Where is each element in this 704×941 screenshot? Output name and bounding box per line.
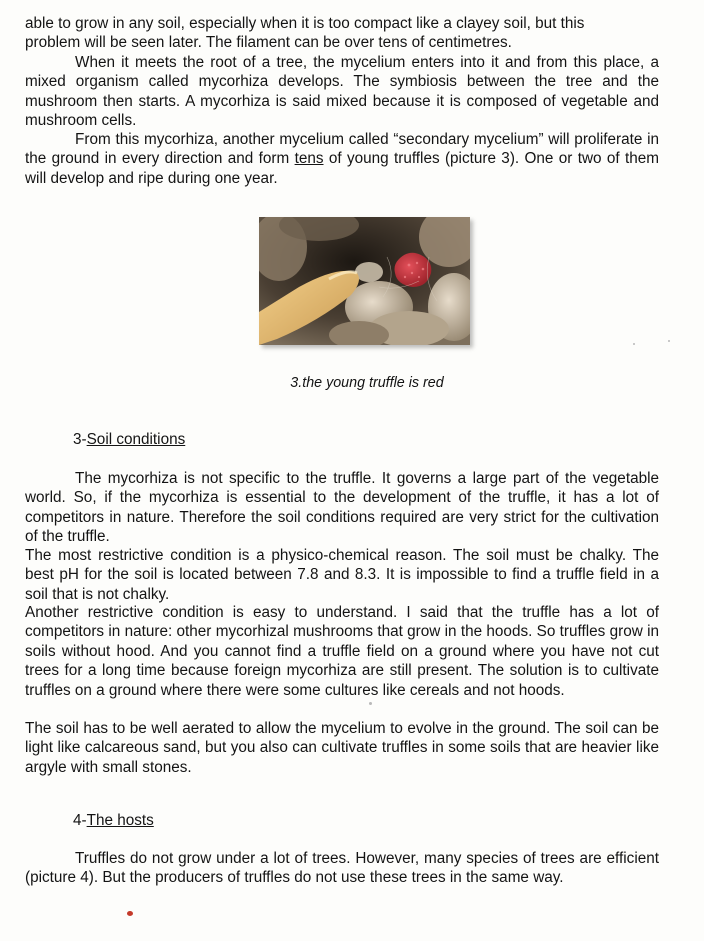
ink-spot	[127, 911, 133, 916]
scan-speck	[369, 702, 372, 705]
soil-paragraph-4-text: The soil has to be well aerated to allow the mycelium to evolve in the ground. The soil can be light like calcareous sand, but you also can cultivate truffles in some soils that are heavier like argyle with small stones.	[25, 720, 659, 776]
section-number: 3-	[73, 431, 87, 448]
soil-paragraph-2-text: The most restrictive condition is a physico-chemical reason. The soil must be chalky. The best pH for the soil is located between 7.8 and 8.3. It is impossible to find a truffle field in a soil that is not chalky.	[25, 547, 659, 603]
soil-paragraph-1-text: The mycorhiza is not specific to the truffle. It governs a large part of the vegetable world. So, if the mycorhiza is essential to the development of the truffle, it has a lot of competitors in nature. Therefore the soil conditions required are very strict for the cultivation of the truffle.	[25, 470, 659, 546]
underlined-word-tens: tens	[294, 150, 324, 168]
soil-paragraph-3	[25, 603, 659, 700]
section-title: Soil conditions	[86, 431, 186, 448]
secondary-mycelium-text-before: From this mycorhiza, another mycelium called “secondary mycelium” will proliferate in the ground in every direction and form	[25, 131, 659, 168]
mycorhiza-formation-paragraph	[25, 53, 659, 131]
scan-speck	[668, 340, 670, 342]
intro-line-2: problem will be seen later. The filament can be over tens of centimetres.	[25, 34, 512, 52]
intro-continued-paragraph	[25, 14, 659, 53]
section-number: 4-	[73, 812, 87, 829]
young-truffle-photo	[259, 217, 470, 345]
secondary-mycelium-text-after: of young truffles (picture 3). One or two of them will develop and ripe during one year.	[25, 150, 659, 187]
hosts-paragraph-text: Truffles do not grow under a lot of trees. However, many species of trees are efficient (picture 4). But the producers of truffles do not use these trees in the same way.	[25, 850, 659, 887]
mycorhiza-formation-text: When it meets the root of a tree, the mycelium enters into it and from this place, a mixed organism called mycorhiza develops. The symbiosis between the tree and the mushroom then starts. A mycorhiza is said mixed because it is composed of vegetable and mushroom cells.	[25, 54, 659, 130]
soil-paragraph-3-text: Another restrictive condition is easy to understand. I said that the truffle has a lot of competitors in nature: other mycorhizal mushrooms that grow in the hoods. So truffles grow in soils without hood. And you cannot find a truffle field on a ground where you have not cut trees for a long time because foreign mycorhiza are still present. The solution is to cultivate truffles on a ground where there were some cultures like cereals and not hoods.	[25, 604, 659, 699]
section-heading-soil-conditions	[73, 430, 185, 449]
intro-line-1: able to grow in any soil, especially when it is too compact like a clayey soil, but this	[25, 15, 585, 32]
scan-speck	[633, 343, 635, 345]
section-heading-hosts	[73, 811, 154, 830]
soil-paragraph-4	[25, 719, 659, 777]
secondary-mycelium-paragraph	[25, 130, 659, 188]
truffle-photo-illustration	[259, 217, 470, 345]
soil-paragraph-2	[25, 546, 659, 604]
soil-paragraph-1	[25, 469, 659, 547]
hosts-paragraph	[25, 849, 659, 888]
section-title: The hosts	[86, 812, 154, 829]
figure-caption: 3.the young truffle is red	[290, 375, 444, 391]
